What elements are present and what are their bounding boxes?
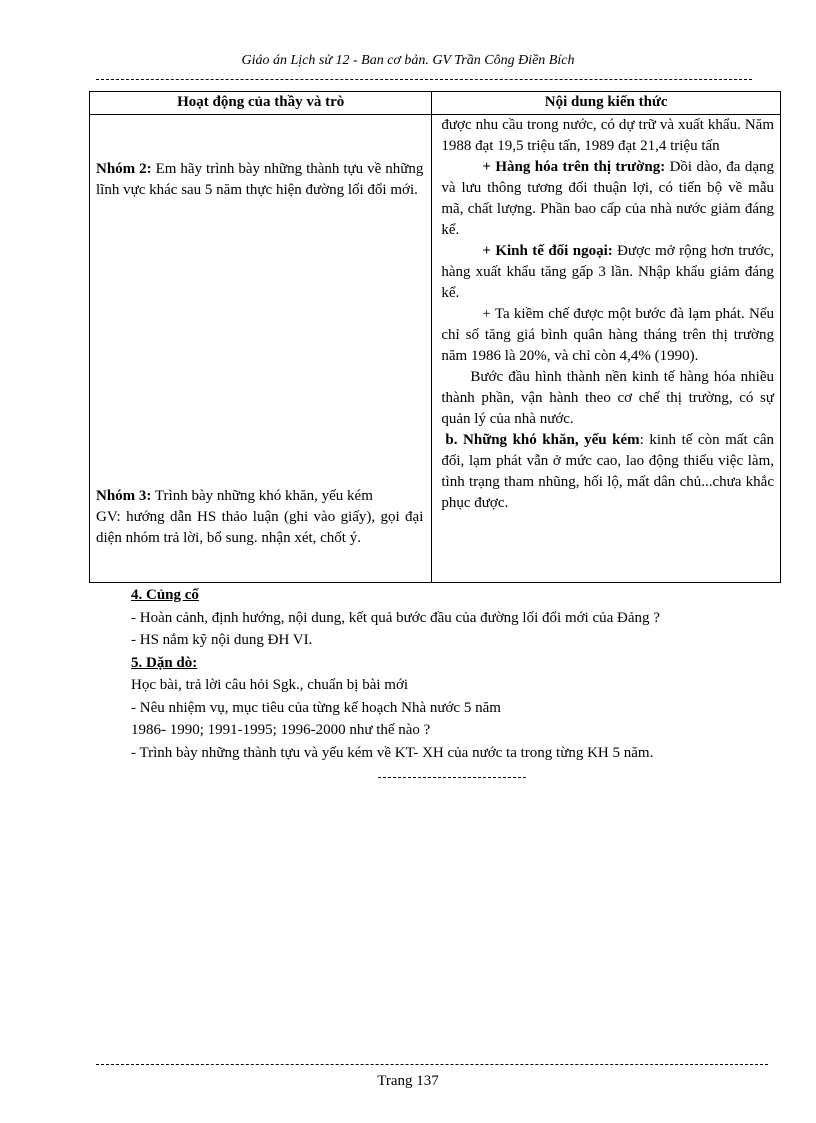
consolidation-heading: 4. Củng cố — [131, 587, 199, 603]
homework-line-3: 1986- 1990; 1991-1995; 1996-2000 như thế nào ? — [131, 722, 431, 738]
group-2-label: Nhóm 2: — [96, 161, 152, 177]
content-paragraph-1: được nhu cầu trong nước, có dự trữ và xuất khẩu. Năm 1988 đạt 19,5 triệu tấn, 1989 đạt 21,4 triệu tấn — [441, 117, 774, 154]
foreign-economy-text: Được mở rộng hơn trước, hàng xuất khẩu tăng gấp 3 lần. Nhập khẩu giảm đáng kể. — [441, 243, 774, 301]
page-number: Trang 137 — [377, 1073, 439, 1089]
content-paragraph-goods — [441, 157, 774, 241]
group-2-text: Em hãy trình bày những thành tựu về những lĩnh vực khác sau 5 năm thực hiện đường lối đổi mới. — [96, 161, 424, 198]
activities-cell — [90, 115, 432, 583]
table-header-row — [90, 92, 781, 115]
header-divider — [96, 79, 752, 80]
goods-label: + Hàng hóa trên thị trường: — [482, 159, 666, 175]
teacher-guidance: GV: hướng dẫn HS thảo luận (ghi vào giấy), gọi đại diện nhóm trả lời, bổ sung. nhận xét, chốt ý. — [96, 509, 424, 546]
homework-heading: 5. Dặn dò: — [131, 654, 198, 671]
post-table-section — [131, 584, 771, 764]
group-3-label: Nhóm 3: — [96, 488, 152, 504]
section-end-divider — [378, 777, 526, 778]
table-row — [90, 115, 781, 583]
page-header-title: Giáo án Lịch sử 12 - Ban cơ bản. GV Trần Công Điền Bích — [241, 53, 575, 68]
foreign-economy-label: + Kinh tế đối ngoại: — [482, 243, 613, 259]
homework-line-4: - Trình bày những thành tựu và yếu kém về KT- XH của nước ta trong từng KH 5 năm. — [131, 744, 654, 761]
footer-divider — [96, 1064, 768, 1065]
group-3-task — [96, 486, 423, 549]
goods-text: Dồi dào, đa dạng và lưu thông tương đối thuận lợi, có tiến bộ về mẫu mã, chất lượng. Phần bao cấp của nhà nước giảm đáng kể. — [441, 159, 774, 238]
difficulties-text: : kinh tế còn mất cân đối, lạm phát vẫn ở mức cao, lao động thiếu việc làm, tình trạng tham nhũng, hối lộ, mất dân chủ...chưa khắc phục được. — [441, 432, 774, 511]
content-paragraph-foreign-economy — [441, 241, 774, 304]
column-header-activities: Hoạt động của thầy và trò — [90, 92, 432, 115]
content-paragraph-difficulties — [441, 430, 774, 514]
homework-line-2: - Nêu nhiệm vụ, mục tiêu của từng kế hoạch Nhà nước 5 năm — [131, 699, 501, 716]
content-cell — [432, 115, 781, 583]
lesson-table — [89, 91, 781, 583]
homework-line-1: Học bài, trả lời câu hỏi Sgk., chuẩn bị bài mới — [131, 677, 409, 693]
content-paragraph-market-economy: Bước đầu hình thành nền kinh tế hàng hóa nhiều thành phần, vận hành theo cơ chế thị trường, có sự quản lý của nhà nước. — [441, 369, 774, 427]
consolidation-line-2: - HS nắm kỹ nội dung ĐH VI. — [131, 632, 313, 648]
group-3-text: Trình bày những khó khăn, yếu kém — [151, 488, 373, 504]
group-2-task — [96, 159, 423, 201]
difficulties-label: b. Những khó khăn, yếu kém — [445, 432, 640, 448]
column-header-content: Nội dung kiến thức — [432, 92, 781, 115]
content-paragraph-inflation: + Ta kiềm chế được một bước đà lạm phát. Nếu chỉ số tăng giá bình quân hàng tháng trên thị trường năm 1986 là 20%, và chỉ còn 4,4% (1990). — [441, 306, 774, 364]
consolidation-line-1: - Hoàn cảnh, định hướng, nội dung, kết quả bước đầu của đường lối đổi mới của Đảng ? — [131, 609, 660, 626]
